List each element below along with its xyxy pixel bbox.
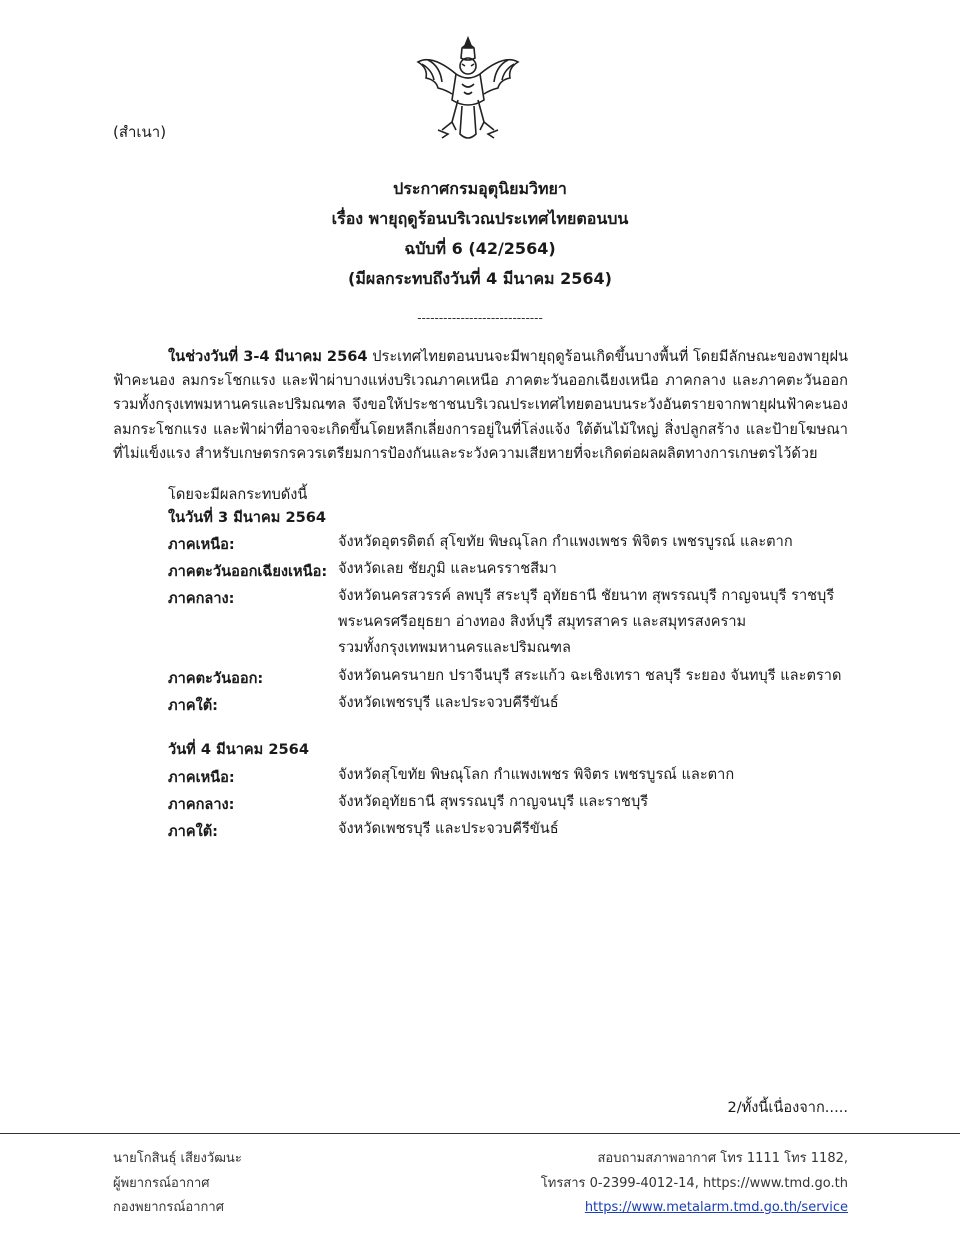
signer-name: นายโกสินธุ์ เสียงวัฒนะ [113,1151,242,1166]
day2-region-provinces: จังหวัดอุทัยธานี สุพรรณบุรี กาญจนบุรี และราชบุรี [338,793,649,810]
day1-region-provinces: จังหวัดนครนายก ปราจีนบุรี สระแก้ว ฉะเชิงเทรา ชลบุรี ระยอง จันทบุรี และตราด [338,667,842,684]
day1-region-provinces: จังหวัดเลย ชัยภูมิ และนครราชสีมา [338,560,557,577]
day1-region-label: ภาคใต้: [168,697,219,714]
footer-contact [541,1147,848,1221]
title-agency: ประกาศกรมอุตุนิยมวิทยา [393,179,567,198]
day2-region-label: ภาคกลาง: [168,796,235,813]
metalarm-service-link[interactable]: https://www.metalarm.tmd.go.th/service [584,1200,848,1215]
day1-region-provinces: จังหวัดนครสวรรค์ ลพบุรี สระบุรี อุทัยธานี ชัยนาท สุพรรณบุรี กาญจนบุรี ราชบุรี [338,587,835,604]
day1-region-label: ภาคตะวันออกเฉียงเหนือ: [168,563,328,580]
day1-region-label: ภาคกลาง: [168,590,235,607]
contact-phone: สอบถามสภาพอากาศ โทร 1111 โทร 1182, [597,1151,848,1166]
continuation-note: 2/ทั้งนี้เนื่องจาก..... [727,1099,848,1116]
title-subject: เรื่อง พายุฤดูร้อนบริเวณประเทศไทยตอนบน [331,209,629,228]
day1-region-provinces: จังหวัดอุตรดิตถ์ สุโขทัย พิษณุโลก กำแพงเพชร พิจิตร เพชรบูรณ์ และตาก [338,533,793,550]
announcement-title [0,174,960,294]
intro-lead: ในช่วงวันที่ 3-4 มีนาคม 2564 [168,348,368,365]
intro-paragraph [113,345,848,466]
signer-role: ผู้พยากรณ์อากาศ [113,1175,210,1191]
footer-signer [113,1147,242,1221]
copy-label: (สำเนา) [113,123,167,141]
signer-department: กองพยากรณ์อากาศ [113,1200,224,1215]
day1-heading: ในวันที่ 3 มีนาคม 2564 [168,509,327,526]
footer-divider [0,1133,960,1134]
title-effective-date: (มีผลกระทบถึงวันที่ 4 มีนาคม 2564) [348,269,612,288]
day1-region-provinces-cont: พระนครศรีอยุธยา อ่างทอง สิงห์บุรี สมุทรสาคร และสมุทรสงคราม [338,613,747,630]
garuda-emblem-icon [412,34,524,146]
title-separator: ----------------------------- [417,311,543,325]
day2-region-label: ภาคใต้: [168,823,219,840]
title-issue-number: ฉบับที่ 6 (42/2564) [404,239,556,258]
day1-region-label: ภาคตะวันออก: [168,670,264,687]
day1-region-provinces: จังหวัดเพชรบุรี และประจวบคีรีขันธ์ [338,694,559,711]
day1-region-label: ภาคเหนือ: [168,536,235,553]
contact-fax-website: โทรสาร 0-2399-4012-14, https://www.tmd.go.th [540,1175,848,1191]
intro-body: ประเทศไทยตอนบนจะมีพายุฤดูร้อนเกิดขึ้นบางพื้นที่ โดยมีลักษณะของพายุฝนฟ้าคะนอง ลมกระโชกแรง และฟ้าผ่าบางแห่งบริเวณภาคเหนือ ภาคตะวันออกเฉียงเหนือ ภาคกลาง และภาคตะวันออก รวมทั้งกรุงเทพมหานครและปริมณฑล จึงขอให้ประชาชนบริเวณประเทศไทยตอนบนระวังอันตรายจากพายุฝนฟ้าคะนอง ลมกระโชกแรง และฟ้าผ่าที่อาจจะเกิดขึ้นโดยหลีกเลี่ยงการอยู่ในที่โล่งแจ้ง ใต้ต้นไม้ใหญ่ สิ่งปลูกสร้าง และป้ายโฆษณาที่ไม่แข็งแรง สำหรับเกษตรกรควรเตรียมการป้องกันและระวังความเสียหายที่จะเกิดต่อผลผลิตทางการเกษตรไว้ด้วย [113,348,848,462]
day2-region-provinces: จังหวัดสุโขทัย พิษณุโลก กำแพงเพชร พิจิตร เพชรบูรณ์ และตาก [338,766,735,783]
day2-region-provinces: จังหวัดเพชรบุรี และประจวบคีรีขันธ์ [338,820,559,837]
day1-region-provinces-cont: รวมทั้งกรุงเทพมหานครและปริมณฑล [338,639,571,656]
day2-region-label: ภาคเหนือ: [168,769,235,786]
effects-label: โดยจะมีผลกระทบดังนี้ [168,486,308,503]
day2-heading: วันที่ 4 มีนาคม 2564 [168,741,309,758]
